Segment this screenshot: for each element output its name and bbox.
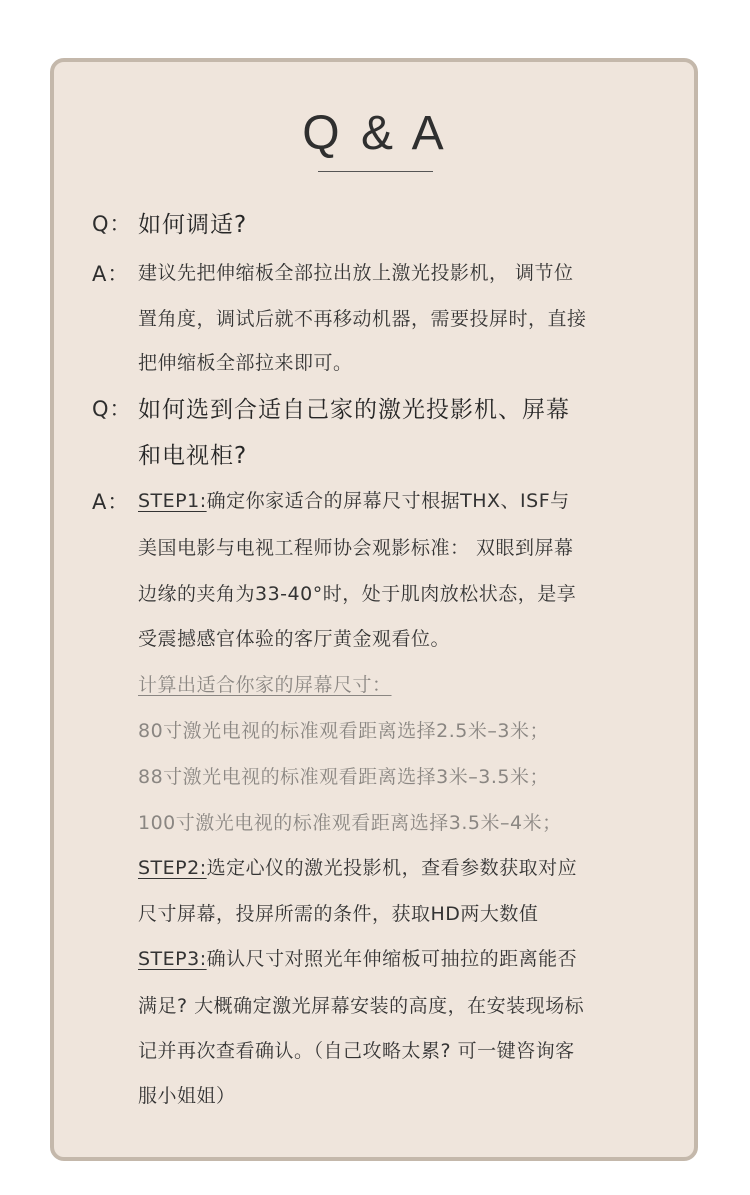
a1-line-2: 置角度，调试后就不再移动机器，需要投屏时，直接	[138, 308, 587, 330]
q2-text-line-2: 和电视柜?	[138, 443, 248, 469]
step1-line-1	[138, 486, 570, 513]
q2-marker: Q：	[92, 397, 132, 421]
step1-line-4: 受震撼感官体验的客厅黄金观看位。	[138, 628, 451, 650]
a1-line-1: 建议先把伸缩板全部拉出放上激光投影机， 调节位	[138, 262, 574, 284]
step3-line-1	[138, 944, 577, 971]
step3-line-2: 满足? 大概确定激光屏幕安装的高度，在安装现场标	[138, 995, 585, 1017]
calc-heading: 计算出适合你家的屏幕尺寸：	[138, 674, 392, 696]
a1-line-3: 把伸缩板全部拉来即可。	[138, 352, 353, 374]
step2-line-2: 尺寸屏幕，投屏所需的条件，获取HD两大数值	[138, 903, 539, 925]
step3-label: STEP3:	[138, 948, 207, 970]
step3-text-1: 确认尺寸对照光年伸缩板可抽拉的距离能否	[206, 948, 578, 970]
step2-label: STEP2:	[138, 857, 207, 879]
step3-line-3: 记并再次查看确认。（自己攻略太累? 可一键咨询客	[138, 1040, 575, 1062]
calc-line-100: 100寸激光电视的标准观看距离选择3.5米–4米；	[138, 812, 562, 834]
calc-line-80: 80寸激光电视的标准观看距离选择2.5米–3米；	[138, 720, 549, 742]
step1-label: STEP1:	[138, 490, 207, 512]
step1-line-3: 边缘的夹角为33-40°时，处于肌肉放松状态，是享	[138, 583, 577, 605]
a1-marker: A：	[92, 262, 130, 286]
step2-line-1	[138, 853, 577, 880]
a2-marker: A：	[92, 490, 130, 514]
q1-text: 如何调适?	[138, 212, 248, 238]
step3-line-4: 服小姐姐）	[138, 1085, 236, 1107]
q2-text-line-1: 如何选到合适自己家的激光投影机、屏幕	[138, 397, 570, 423]
step1-text-1: 确定你家适合的屏幕尺寸根据THX、ISF与	[206, 490, 570, 512]
page-title: Q & A	[302, 107, 448, 160]
title-underline	[318, 171, 433, 172]
calc-line-88: 88寸激光电视的标准观看距离选择3米–3.5米；	[138, 766, 549, 788]
step1-line-2: 美国电影与电视工程师协会观影标准： 双眼到屏幕	[138, 537, 574, 559]
q1-marker: Q：	[92, 212, 132, 236]
step2-text-1: 选定心仪的激光投影机，查看参数获取对应	[206, 857, 578, 879]
